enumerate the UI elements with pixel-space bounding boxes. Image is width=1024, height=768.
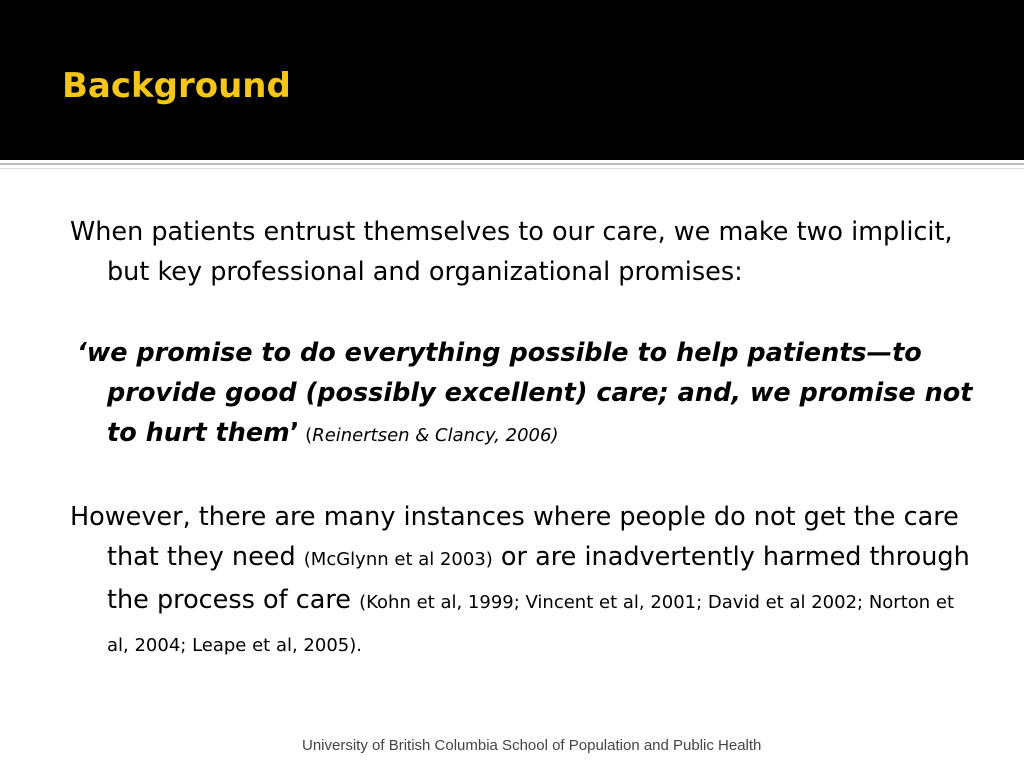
- citation-mcglynn: (McGlynn et al 2003): [303, 549, 493, 570]
- paragraph-promises: When patients entrust themselves to our care, we make two implicit, but key professional and organizational promises:: [70, 217, 953, 287]
- divider-line-secondary: [0, 168, 1024, 169]
- footer-text: University of British Columbia School of Population and Public Health: [302, 737, 762, 754]
- harm-text-1: However, there are many instances where people do not get the care that they need: [70, 502, 959, 572]
- harm-text-2: or are inadvertently harmed through the process of care: [107, 542, 970, 615]
- quote-open-mark: ‘: [77, 338, 87, 368]
- quote-text: we promise to do everything possible to help patients—to provide good (possibly excellent) care; and, we promise not to hurt them: [86, 338, 973, 448]
- quote-citation-open: (: [299, 425, 313, 446]
- paragraph-harm: [70, 497, 975, 666]
- citation-list: (Kohn et al, 1999; Vincent et al, 2001; David et al 2002; Norton et al, 2004; Leape et al, 2005).: [107, 592, 955, 656]
- slide-title: Background: [62, 66, 291, 106]
- quote-paragraph: [70, 333, 975, 456]
- slide-body: [70, 212, 975, 666]
- spacer: [70, 292, 975, 333]
- divider-line: [0, 163, 1024, 165]
- quote-close-mark: ’: [289, 418, 300, 448]
- quote-citation: Reinertsen & Clancy, 2006): [312, 425, 559, 446]
- title-bar: [0, 0, 1024, 160]
- spacer: [70, 456, 975, 497]
